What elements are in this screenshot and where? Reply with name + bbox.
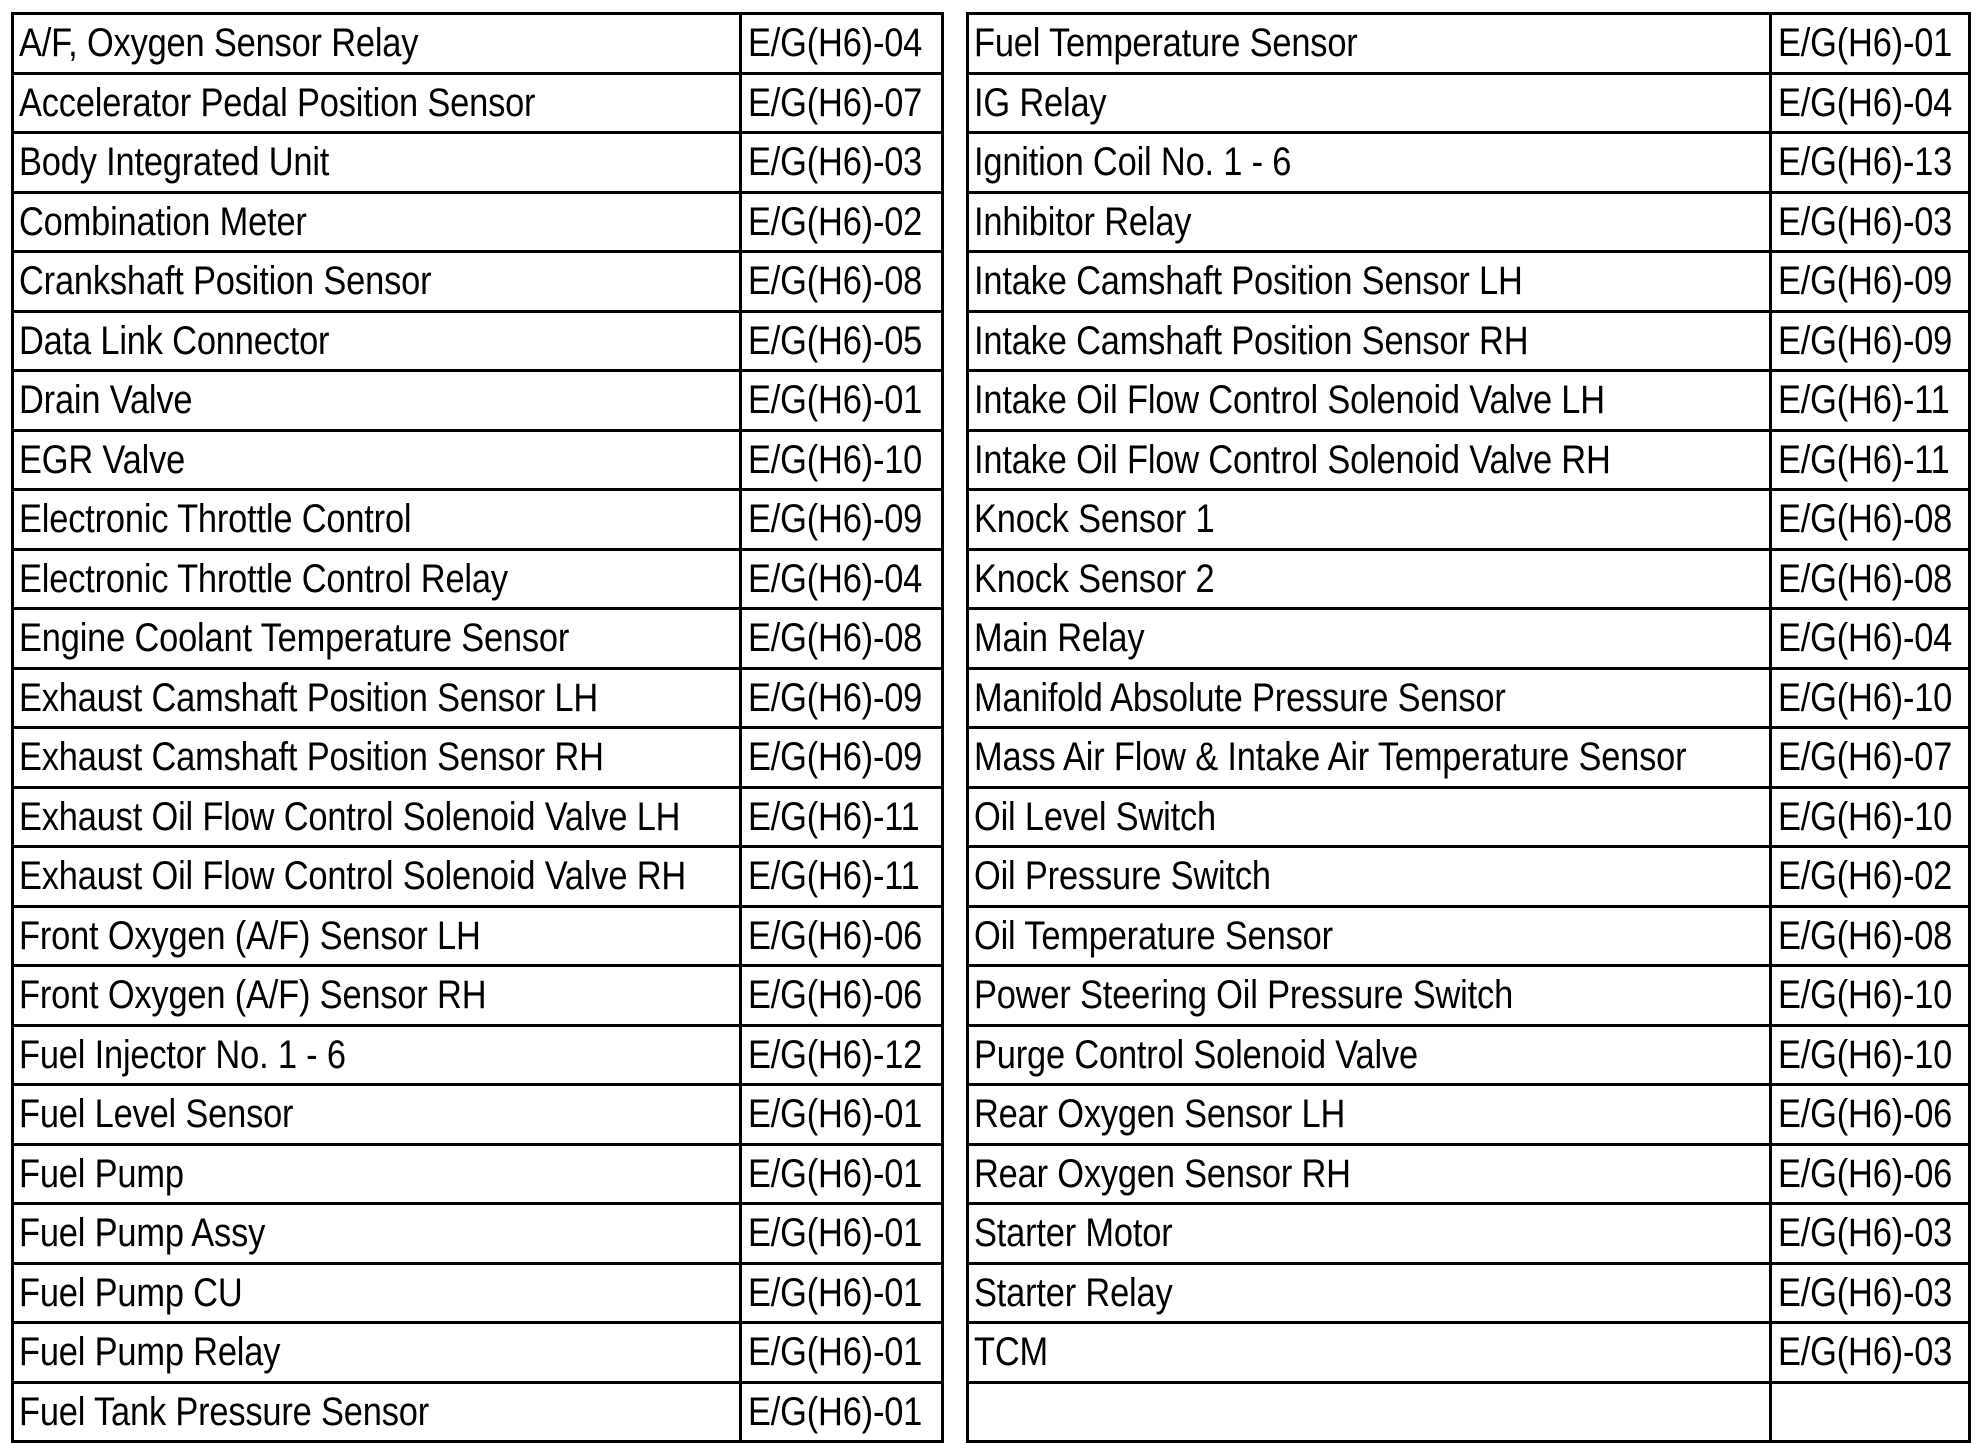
component-name: Fuel Temperature Sensor (974, 21, 1358, 66)
component-name-cell (968, 192, 1771, 252)
component-name-cell (968, 668, 1771, 728)
diagram-reference-cell (1771, 133, 1970, 193)
diagram-reference-code: E/G(H6)-03 (1778, 1330, 1953, 1375)
diagram-reference-cell (741, 728, 943, 788)
diagram-reference-code: E/G(H6)-06 (1778, 1092, 1953, 1137)
diagram-reference-cell (741, 252, 943, 312)
table-row (968, 549, 1970, 609)
diagram-reference-code: E/G(H6)-01 (748, 1092, 923, 1137)
diagram-reference-cell (1771, 906, 1970, 966)
diagram-reference-code: E/G(H6)-06 (748, 973, 923, 1018)
table-row (968, 1263, 1970, 1323)
component-name: Fuel Injector No. 1 - 6 (19, 1032, 346, 1077)
diagram-reference-code: E/G(H6)-04 (748, 21, 923, 66)
component-name-cell (968, 1025, 1771, 1085)
diagram-reference-cell (1771, 966, 1970, 1026)
table-row (968, 490, 1970, 550)
component-name-cell (968, 252, 1771, 312)
table-row (13, 906, 943, 966)
diagram-reference-code: E/G(H6)-01 (748, 1389, 923, 1434)
component-name: Exhaust Oil Flow Control Solenoid Valve LH (19, 794, 681, 839)
diagram-reference-cell (741, 1085, 943, 1145)
diagram-reference-cell (1771, 609, 1970, 669)
component-name-cell (968, 847, 1771, 907)
component-name-cell (13, 430, 741, 490)
table-row (13, 490, 943, 550)
component-name: Fuel Pump Assy (19, 1211, 266, 1256)
table-row (968, 668, 1970, 728)
component-name-cell (968, 73, 1771, 133)
component-name-cell (968, 490, 1771, 550)
table-row (13, 1025, 943, 1085)
diagram-reference-cell (741, 133, 943, 193)
diagram-reference-code: E/G(H6)-01 (1778, 21, 1953, 66)
diagram-reference-cell (741, 787, 943, 847)
component-name-cell (13, 1382, 741, 1442)
table-row (968, 1323, 1970, 1383)
component-name-cell (968, 430, 1771, 490)
diagram-reference-code: E/G(H6)-03 (1778, 1270, 1953, 1315)
table-row (968, 430, 1970, 490)
component-name: Inhibitor Relay (974, 199, 1192, 244)
table-row (13, 192, 943, 252)
component-name: Body Integrated Unit (19, 140, 330, 185)
diagram-reference-code: E/G(H6)-04 (1778, 616, 1953, 661)
table-row (13, 1144, 943, 1204)
component-name-cell (13, 311, 741, 371)
diagram-reference-cell (1771, 1085, 1970, 1145)
table-row (13, 371, 943, 431)
diagram-reference-code: E/G(H6)-08 (748, 259, 923, 304)
component-name-cell (13, 906, 741, 966)
diagram-reference-code: E/G(H6)-11 (748, 854, 920, 899)
diagram-reference-cell (741, 847, 943, 907)
component-name: Fuel Level Sensor (19, 1092, 294, 1137)
component-name: IG Relay (974, 80, 1107, 125)
component-name: Front Oxygen (A/F) Sensor LH (19, 913, 481, 958)
component-name-cell (13, 1263, 741, 1323)
component-name: Fuel Pump CU (19, 1270, 243, 1315)
diagram-reference-cell (1771, 73, 1970, 133)
component-name: Data Link Connector (19, 318, 330, 363)
component-name: Fuel Tank Pressure Sensor (19, 1389, 429, 1434)
component-name: Main Relay (974, 616, 1145, 661)
diagram-reference-cell (741, 311, 943, 371)
component-name-cell (968, 906, 1771, 966)
component-name: TCM (974, 1330, 1049, 1375)
table-row (13, 14, 943, 74)
diagram-reference-code: E/G(H6)-05 (748, 318, 923, 363)
component-name-cell (13, 14, 741, 74)
table-row (13, 133, 943, 193)
diagram-reference-cell (1771, 490, 1970, 550)
component-name: Exhaust Oil Flow Control Solenoid Valve RH (19, 854, 687, 899)
component-name: EGR Valve (19, 437, 186, 482)
table-row (13, 847, 943, 907)
diagram-reference-cell (1771, 1263, 1970, 1323)
component-name: Mass Air Flow & Intake Air Temperature Sensor (974, 735, 1687, 780)
table-row (13, 430, 943, 490)
diagram-reference-cell (741, 192, 943, 252)
component-name-cell (13, 609, 741, 669)
diagram-reference-cell (1771, 311, 1970, 371)
diagram-reference-cell (741, 1204, 943, 1264)
component-name: Starter Relay (974, 1270, 1173, 1315)
diagram-reference-code: E/G(H6)-06 (748, 913, 923, 958)
component-name-cell (968, 1263, 1771, 1323)
component-name: Exhaust Camshaft Position Sensor RH (19, 735, 604, 780)
diagram-reference-cell (741, 371, 943, 431)
diagram-reference-code: E/G(H6)-09 (1778, 318, 1953, 363)
component-name: Drain Valve (19, 378, 193, 423)
diagram-reference-code: E/G(H6)-04 (748, 556, 923, 601)
table-row (968, 371, 1970, 431)
component-index-sheet (11, 12, 1971, 1443)
table-row (968, 1025, 1970, 1085)
table-row (13, 1204, 943, 1264)
diagram-reference-cell (1771, 847, 1970, 907)
diagram-reference-cell (741, 668, 943, 728)
component-name-cell (13, 966, 741, 1026)
component-name-cell (968, 371, 1771, 431)
component-name: Intake Oil Flow Control Solenoid Valve LH (974, 378, 1605, 423)
diagram-reference-code: E/G(H6)-03 (748, 140, 923, 185)
table-row (968, 609, 1970, 669)
diagram-reference-code: E/G(H6)-06 (1778, 1151, 1953, 1196)
diagram-reference-code: E/G(H6)-03 (1778, 1211, 1953, 1256)
table-row (13, 73, 943, 133)
component-name-cell (968, 133, 1771, 193)
table-row (13, 787, 943, 847)
table-row (13, 609, 943, 669)
component-name: Fuel Pump (19, 1151, 184, 1196)
component-name-cell (968, 1204, 1771, 1264)
table-row (13, 252, 943, 312)
component-name: Combination Meter (19, 199, 307, 244)
component-name: Crankshaft Position Sensor (19, 259, 432, 304)
diagram-reference-code: E/G(H6)-02 (748, 199, 923, 244)
diagram-reference-cell (1771, 668, 1970, 728)
diagram-reference-code: E/G(H6)-10 (1778, 675, 1953, 720)
table-row (968, 906, 1970, 966)
table-row (13, 728, 943, 788)
diagram-reference-cell (1771, 14, 1970, 74)
diagram-reference-cell (1771, 1025, 1970, 1085)
component-name: Purge Control Solenoid Valve (974, 1032, 1418, 1077)
component-name-cell (13, 1025, 741, 1085)
component-name-cell (13, 133, 741, 193)
diagram-reference-cell (741, 430, 943, 490)
column-gap (941, 12, 969, 1368)
component-name-cell (13, 371, 741, 431)
diagram-reference-code: E/G(H6)-11 (1778, 437, 1950, 482)
diagram-reference-cell (1771, 430, 1970, 490)
component-name: Engine Coolant Temperature Sensor (19, 616, 570, 661)
table-row (968, 14, 1970, 74)
left-table-body (13, 14, 943, 1442)
component-name-cell (13, 490, 741, 550)
diagram-reference-code: E/G(H6)-04 (1778, 80, 1953, 125)
component-name: Intake Oil Flow Control Solenoid Valve RH (974, 437, 1611, 482)
table-row (13, 549, 943, 609)
component-name-cell (13, 728, 741, 788)
diagram-reference-code: E/G(H6)-03 (1778, 199, 1953, 244)
component-name-cell (13, 1323, 741, 1383)
component-name-cell (968, 311, 1771, 371)
component-name-cell (968, 787, 1771, 847)
diagram-reference-cell (1771, 1382, 1970, 1442)
component-name: Accelerator Pedal Position Sensor (19, 80, 536, 125)
diagram-reference-cell (741, 549, 943, 609)
component-name-cell (13, 252, 741, 312)
component-name: Knock Sensor 1 (974, 497, 1215, 542)
diagram-reference-cell (741, 966, 943, 1026)
diagram-reference-code: E/G(H6)-08 (1778, 497, 1953, 542)
table-row (968, 1085, 1970, 1145)
diagram-reference-code: E/G(H6)-01 (748, 1151, 923, 1196)
component-name: Ignition Coil No. 1 - 6 (974, 140, 1292, 185)
component-name: Electronic Throttle Control (19, 497, 412, 542)
component-name: Manifold Absolute Pressure Sensor (974, 675, 1506, 720)
diagram-reference-cell (1771, 1204, 1970, 1264)
component-name-cell (13, 787, 741, 847)
diagram-reference-cell (741, 1382, 943, 1442)
diagram-reference-code: E/G(H6)-09 (748, 675, 923, 720)
component-name: Intake Camshaft Position Sensor LH (974, 259, 1523, 304)
diagram-reference-cell (741, 609, 943, 669)
diagram-reference-cell (1771, 787, 1970, 847)
diagram-reference-cell (741, 490, 943, 550)
table-row (13, 1323, 943, 1383)
component-name: Power Steering Oil Pressure Switch (974, 973, 1514, 1018)
component-name-cell (968, 609, 1771, 669)
diagram-reference-code: E/G(H6)-13 (1778, 140, 1953, 185)
table-row (13, 966, 943, 1026)
component-name-cell (13, 1144, 741, 1204)
component-name-cell (968, 966, 1771, 1026)
diagram-reference-code: E/G(H6)-08 (1778, 913, 1953, 958)
component-name-cell (968, 728, 1771, 788)
component-name: A/F, Oxygen Sensor Relay (19, 21, 419, 66)
diagram-reference-code: E/G(H6)-01 (748, 1270, 923, 1315)
table-row (13, 1382, 943, 1442)
component-name-cell (13, 192, 741, 252)
component-index-table-right (966, 12, 1971, 1443)
diagram-reference-code: E/G(H6)-01 (748, 1330, 923, 1375)
component-name-cell (13, 549, 741, 609)
component-name-cell (13, 1085, 741, 1145)
diagram-reference-code: E/G(H6)-10 (748, 437, 923, 482)
diagram-reference-cell (1771, 371, 1970, 431)
table-row (968, 311, 1970, 371)
component-name: Oil Pressure Switch (974, 854, 1271, 899)
component-name: Oil Temperature Sensor (974, 913, 1333, 958)
table-row (968, 1382, 1970, 1442)
table-row (968, 966, 1970, 1026)
component-name: Knock Sensor 2 (974, 556, 1215, 601)
diagram-reference-code: E/G(H6)-10 (1778, 973, 1953, 1018)
diagram-reference-code: E/G(H6)-10 (1778, 794, 1953, 839)
diagram-reference-cell (1771, 252, 1970, 312)
diagram-reference-cell (741, 906, 943, 966)
diagram-reference-code: E/G(H6)-09 (1778, 259, 1953, 304)
component-name: Electronic Throttle Control Relay (19, 556, 508, 601)
diagram-reference-code: E/G(H6)-09 (748, 735, 923, 780)
diagram-reference-cell (741, 1323, 943, 1383)
component-name: Front Oxygen (A/F) Sensor RH (19, 973, 487, 1018)
component-name-cell (968, 549, 1771, 609)
diagram-reference-cell (741, 73, 943, 133)
diagram-reference-code: E/G(H6)-01 (748, 378, 923, 423)
diagram-reference-cell (741, 1263, 943, 1323)
diagram-reference-code: E/G(H6)-08 (748, 616, 923, 661)
table-row (968, 133, 1970, 193)
component-name-cell (13, 847, 741, 907)
right-table-body (968, 14, 1970, 1442)
diagram-reference-cell (1771, 1144, 1970, 1204)
table-row (13, 1085, 943, 1145)
component-name-cell (968, 1382, 1771, 1442)
table-row (13, 311, 943, 371)
table-row (968, 1144, 1970, 1204)
component-name: Intake Camshaft Position Sensor RH (974, 318, 1529, 363)
component-name: Rear Oxygen Sensor LH (974, 1092, 1346, 1137)
component-name-cell (13, 73, 741, 133)
diagram-reference-cell (741, 1144, 943, 1204)
component-name-cell (968, 1323, 1771, 1383)
table-row (968, 787, 1970, 847)
table-row (968, 192, 1970, 252)
diagram-reference-code: E/G(H6)-11 (1778, 378, 1950, 423)
diagram-reference-code: E/G(H6)-07 (748, 80, 923, 125)
diagram-reference-cell (1771, 549, 1970, 609)
diagram-reference-code: E/G(H6)-08 (1778, 556, 1953, 601)
component-name-cell (968, 14, 1771, 74)
diagram-reference-cell (1771, 192, 1970, 252)
component-index-table-left (11, 12, 944, 1443)
diagram-reference-cell (741, 14, 943, 74)
diagram-reference-code: E/G(H6)-07 (1778, 735, 1953, 780)
component-name-cell (968, 1085, 1771, 1145)
table-row (968, 73, 1970, 133)
component-name: Fuel Pump Relay (19, 1330, 281, 1375)
table-row (968, 728, 1970, 788)
table-row (968, 847, 1970, 907)
table-row (968, 252, 1970, 312)
component-name-cell (13, 668, 741, 728)
component-name-cell (13, 1204, 741, 1264)
component-name: Exhaust Camshaft Position Sensor LH (19, 675, 599, 720)
diagram-reference-code: E/G(H6)-01 (748, 1211, 923, 1256)
table-row (13, 668, 943, 728)
table-row (968, 1204, 1970, 1264)
diagram-reference-cell (1771, 728, 1970, 788)
diagram-reference-code: E/G(H6)-11 (748, 794, 920, 839)
component-name-cell (968, 1144, 1771, 1204)
component-name: Rear Oxygen Sensor RH (974, 1151, 1351, 1196)
diagram-reference-code: E/G(H6)-12 (748, 1032, 923, 1077)
component-name: Oil Level Switch (974, 794, 1216, 839)
diagram-reference-cell (741, 1025, 943, 1085)
diagram-reference-code: E/G(H6)-09 (748, 497, 923, 542)
table-row (13, 1263, 943, 1323)
diagram-reference-cell (1771, 1323, 1970, 1383)
diagram-reference-code: E/G(H6)-02 (1778, 854, 1953, 899)
diagram-reference-code: E/G(H6)-10 (1778, 1032, 1953, 1077)
component-name: Starter Motor (974, 1211, 1173, 1256)
